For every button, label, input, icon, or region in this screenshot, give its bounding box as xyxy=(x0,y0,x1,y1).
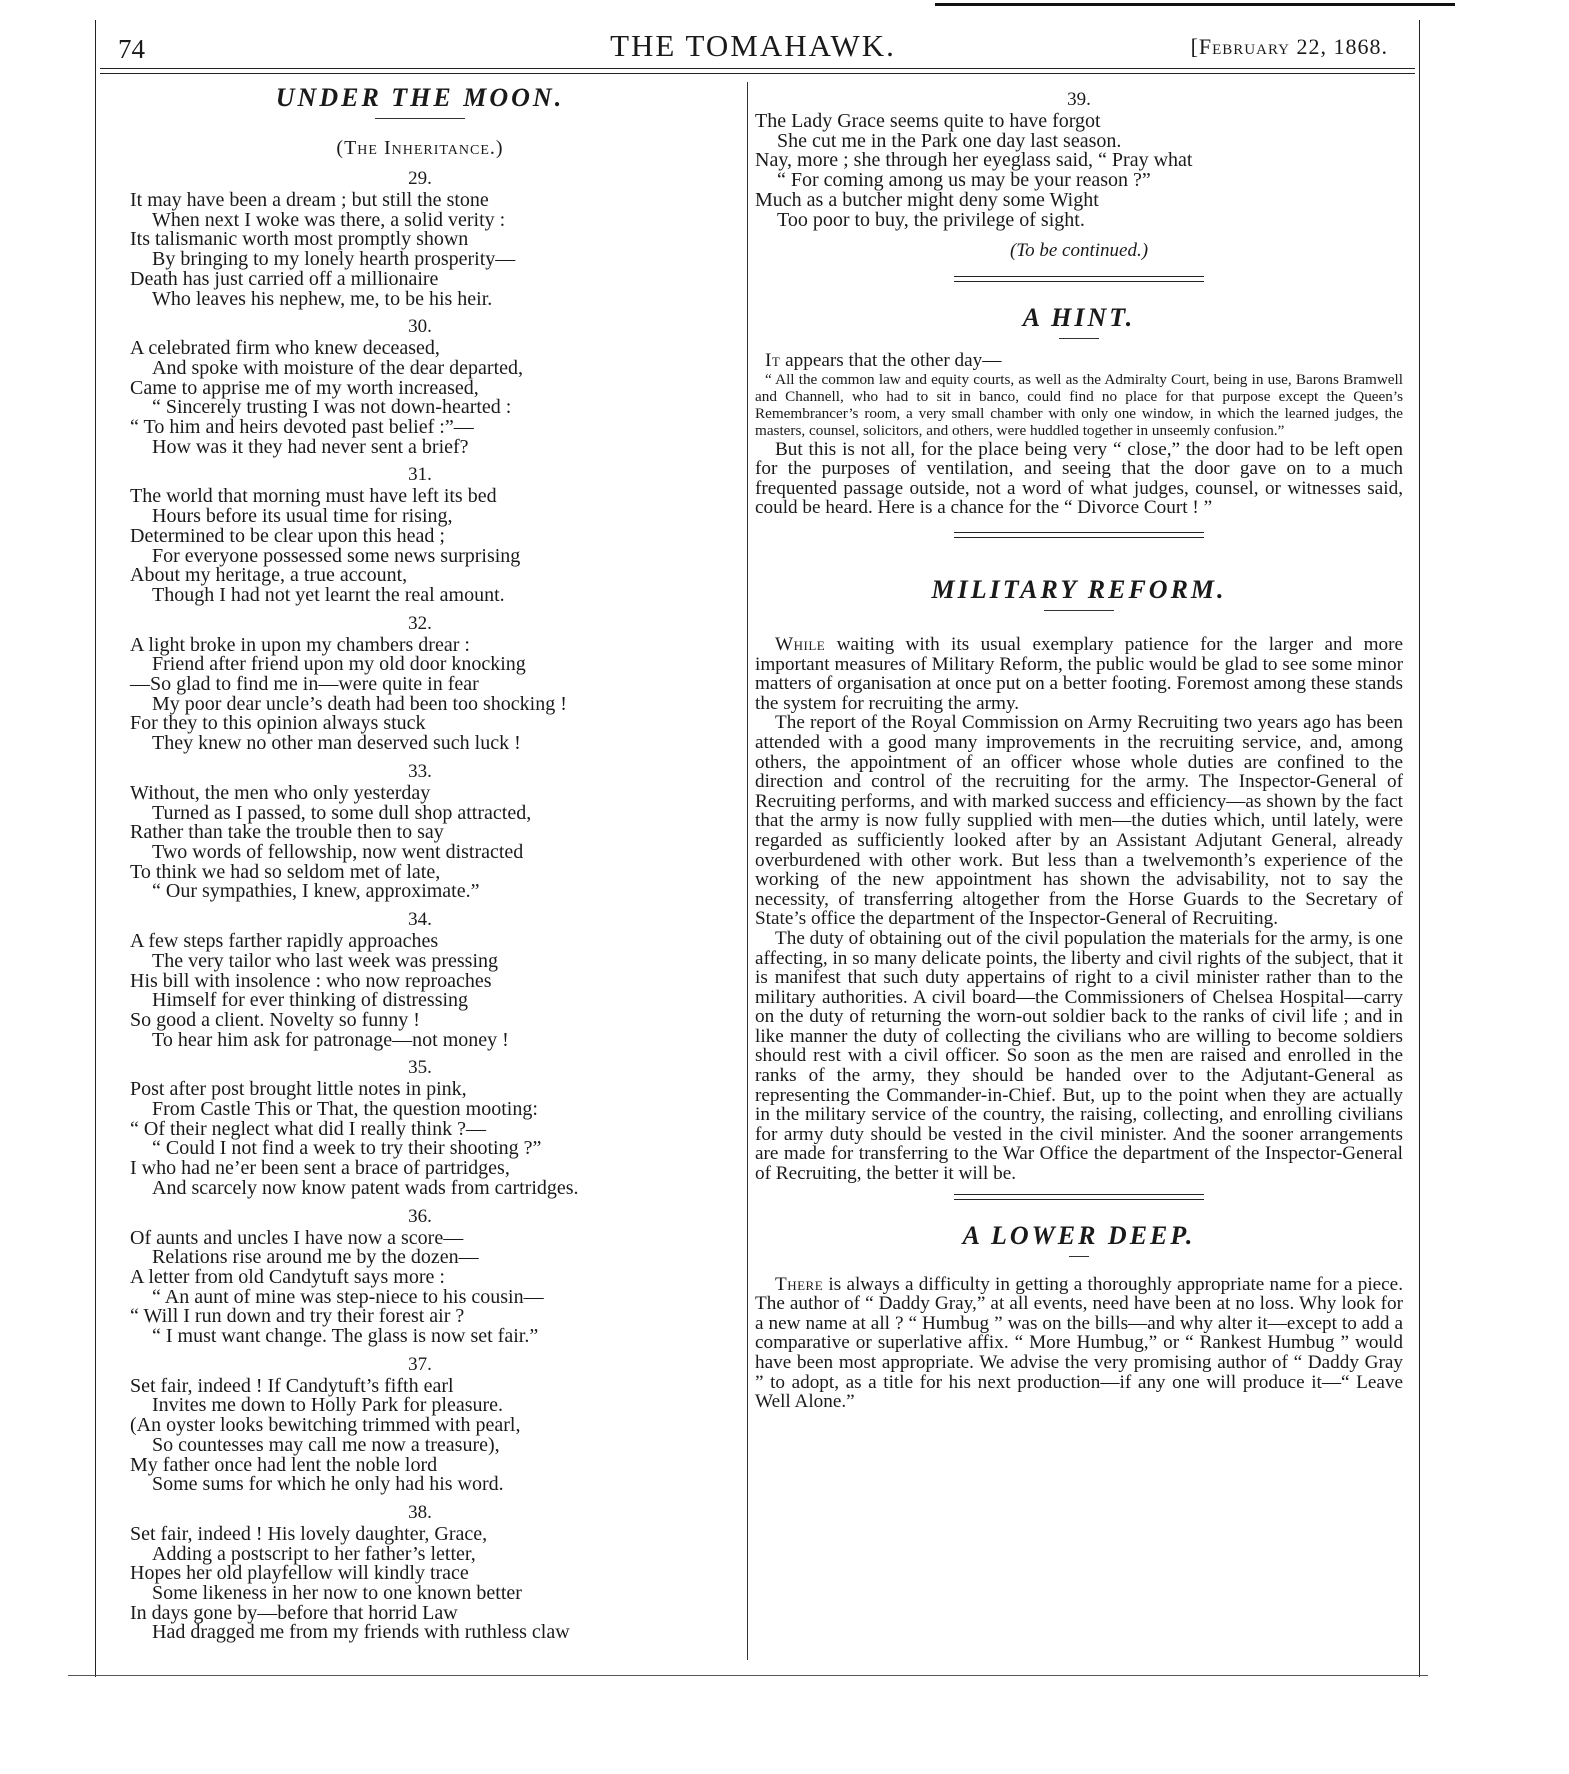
verse-line: Much as a butcher might deny some Wight xyxy=(755,188,1099,211)
column-divider xyxy=(747,82,748,1660)
stanza-number: 31. xyxy=(408,464,432,486)
verse-line: Its talismanic worth most promptly shown xyxy=(130,228,469,251)
verse-line: Death has just carried off a millionaire xyxy=(130,267,439,290)
stanza xyxy=(755,112,1403,230)
verse-line: To think we had so seldom met of late, xyxy=(130,860,441,883)
verse-line: Set fair, indeed ! His lovely daughter, Grace, xyxy=(130,1522,488,1545)
poem-stanzas-continued xyxy=(755,88,1403,230)
verse-line: A letter from old Candytuft says more : xyxy=(130,1265,445,1288)
verse-line: Nay, more ; she through her eyeglass said, “ Pray what xyxy=(755,149,1193,172)
page-header xyxy=(118,28,1388,68)
title-rule xyxy=(375,118,465,119)
stanza xyxy=(130,339,710,457)
verse-line: His bill with insolence : who now reproaches xyxy=(130,969,492,992)
verse-line: About my heritage, a true account, xyxy=(130,564,408,587)
verse-line: My father once had lent the noble lord xyxy=(130,1453,438,1476)
stanza xyxy=(130,1374,710,1496)
verse-line: Invites me down to Holly Park for pleasure. xyxy=(152,1394,504,1417)
verse-line: Rather than take the trouble then to say xyxy=(130,821,444,844)
lower-deep-body xyxy=(755,1275,1403,1412)
verse-line: In days gone by—before that horrid Law xyxy=(130,1601,458,1624)
verse-line: Hours before its usual time for rising, xyxy=(152,505,453,528)
title-rule xyxy=(1059,338,1099,339)
stanza-number: 33. xyxy=(408,760,432,782)
verse-line: Had dragged me from my friends with ruthless claw xyxy=(152,1621,570,1644)
military-p1-text: waiting with its usual exemplary patience for the larger and more important measures of Military Reform, the public would be glad to see some minor matters of organisation at once put on a better footing. Foremost among these stands the system for recruiting the army. xyxy=(755,634,1403,714)
stanza-number: 37. xyxy=(408,1353,432,1375)
verse-line: So good a client. Novelty so funny ! xyxy=(130,1008,420,1031)
section-divider xyxy=(954,1194,1204,1200)
verse-line: It may have been a dream ; but still the stone xyxy=(130,189,489,211)
stanza-number: 35. xyxy=(408,1057,432,1079)
verse-line: Who leaves his nephew, me, to be his heir. xyxy=(152,287,493,310)
lead-word: While xyxy=(775,634,826,655)
verse-line: How was it they had never sent a brief? xyxy=(152,435,469,458)
verse-line: A few steps farther rapidly approaches xyxy=(130,930,439,953)
poem-subtitle: (The Inheritance.) xyxy=(336,137,504,159)
title-rule xyxy=(1069,1256,1089,1257)
stanza xyxy=(130,191,710,309)
stanza xyxy=(130,1522,710,1644)
section-divider xyxy=(954,276,1204,282)
hint-body: But this is not all, for the place being very “ close,” the door had to be left open for the purposes of ventilation, and seeing that the door gave on to a much frequented passage outside, not a word of what judges, counsel, or witnesses said, could be heard. Here is a chance for the “ Divorce Court ! ” xyxy=(755,438,1403,519)
lower-deep-title: A LOWER DEEP. xyxy=(962,1220,1196,1250)
verse-line: Post after post brought little notes in pink, xyxy=(130,1078,467,1101)
verse-line: “ Our sympathies, I knew, approximate.” xyxy=(152,880,480,903)
title-rule xyxy=(1044,610,1114,611)
stanza-number: 32. xyxy=(408,612,432,634)
verse-line: Adding a postscript to her father’s letter, xyxy=(152,1542,476,1565)
military-paragraph xyxy=(755,635,1403,713)
poem-title: UNDER THE MOON. xyxy=(275,83,565,112)
verse-line: “ To him and heirs devoted past belief :”— xyxy=(130,416,474,439)
stanza xyxy=(130,781,710,903)
verse-line: “ Of their neglect what did I really think ?— xyxy=(130,1117,486,1140)
lead-word: It xyxy=(765,350,781,372)
left-column xyxy=(130,82,710,1643)
verse-line: The very tailor who last week was pressing xyxy=(152,949,499,972)
verse-line: My poor dear uncle’s death had been too shocking ! xyxy=(152,692,567,715)
to-be-continued: (To be continued.) xyxy=(1009,240,1149,262)
military-paragraph: The duty of obtaining out of the civil population the materials for the army, is one affecting, in so many delicate points, the liberty and civil rights of the subject, that it is manifest that such duty appertains of right to a civil minister rather than to the military authorities. A civil board—the Commissioners of Chelsea Hospital—carry on the duty of returning the worn-out soldier back to the ranks of civil life ; and in like manner the duty of collecting the civilians who are willing to become soldiers should rest with a civil officer. So soon as the men are raised and enrolled in the ranks of the army, they should be handed over to the Adjutant-General as representing the Commander-in-Chief. But, up to the point when they are actually in the military service of the country, the raising, collecting, and enrolling civilians for army duty should be vested in the civil minister. And the sooner arrangements are made for transferring to the War Office the department of the Inspector-General of Recruiting, the better it will be. xyxy=(755,927,1403,1185)
verse-line: Though I had not yet learnt the real amount. xyxy=(152,583,505,606)
military-paragraph: The report of the Royal Commission on Army Recruiting two years ago has been attended with a good many improvements in the recruiting service, and, among others, the appointment of an officer whose whole duties are confined to the direction and control of the recruiting for the army. The Inspector-General of Recruiting performs, and with marked success and efficiency—as shown by the fact that the army is now fully supplied with men—the duties which, until lately, were regarded as sufficiently looked after by an Assistant Adjutant General, already overburdened with other work. But less than a twelvemonth’s experience of the working of the new appointment has shown the advisability, not to say the necessity, of transferring altogether from the Horse Guards to the Secretary of State’s office the department of the Inspector-General of Recruiting. xyxy=(755,712,1403,930)
verse-line: “ Sincerely trusting I was not down-hearted : xyxy=(152,396,512,419)
verse-line: “ An aunt of mine was step-niece to his cousin— xyxy=(152,1285,544,1308)
verse-line: —So glad to find me in—were quite in fear xyxy=(130,673,479,696)
verse-line: Some likeness in her now to one known better xyxy=(152,1582,522,1605)
verse-line: “ For coming among us may be your reason ?” xyxy=(777,169,1151,192)
verse-line: Without, the men who only yesterday xyxy=(130,781,431,804)
top-corner-rule xyxy=(935,3,1455,6)
verse-line: And scarcely now know patent wads from cartridges. xyxy=(152,1176,579,1199)
verse-line: Set fair, indeed ! If Candytuft’s fifth earl xyxy=(130,1374,454,1397)
hint-quote: “ All the common law and equity courts, as well as the Admiralty Court, being in use, Barons Bramwell and Channell, who had to sit in banco, could find no place for that purpose except the Queen’s Remembrancer’s room, a very small chamber with only one window, in which the learned judges, the masters, counsel, solicitors, and others, were huddled together in unseemly confusion.” xyxy=(755,370,1403,440)
stanza-number: 29. xyxy=(408,168,432,189)
verse-line: And spoke with moisture of the dear departed, xyxy=(152,356,524,379)
issue-date: [February 22, 1868. xyxy=(1190,34,1388,59)
lead-word: There xyxy=(775,1273,824,1295)
verse-line: Himself for ever thinking of distressing xyxy=(152,989,469,1012)
verse-line: For they to this opinion always stuck xyxy=(130,712,426,735)
stanza xyxy=(130,633,710,755)
verse-line: Hopes her old playfellow will kindly trace xyxy=(130,1562,469,1585)
verse-line: They knew no other man deserved such luck ! xyxy=(152,732,521,755)
verse-line: A light broke in upon my chambers drear : xyxy=(130,633,470,656)
verse-line: The world that morning must have left its bed xyxy=(130,485,497,508)
stanza-number: 36. xyxy=(408,1205,432,1227)
footer-rule xyxy=(68,1675,1428,1676)
verse-line: To hear him ask for patronage—not money ! xyxy=(152,1028,509,1051)
military-title: MILITARY REFORM. xyxy=(931,575,1227,604)
stanza-number: 34. xyxy=(408,909,432,931)
verse-line: She cut me in the Park one day last season. xyxy=(777,129,1122,152)
verse-line: Too poor to buy, the privilege of sight. xyxy=(777,208,1085,231)
lower-deep-text: is always a difficulty in getting a thoroughly appropriate name for a piece. The author of “ Daddy Gray,” at all events, need have been at no loss. Why look for a new name at all ? “ Humbug ” was on the bills—and why alter it—except to add a comparative or superlative affix. “ More Humbug,” or “ Rankest Humbug ” would have been most appropriate. We advise the very promising author of “ Daddy Gray ” to adopt, as a title for his next production—if any one will produce it—“ Leave Well Alone.” xyxy=(755,1273,1403,1413)
verse-line: When next I woke was there, a solid verity : xyxy=(152,208,506,231)
hint-title: A HINT. xyxy=(1022,303,1136,333)
stanza xyxy=(130,1226,710,1348)
page-number: 74 xyxy=(118,34,145,64)
stanza-number: 38. xyxy=(408,1501,432,1523)
verse-line: Determined to be clear upon this head ; xyxy=(130,524,445,547)
verse-line: Of aunts and uncles I have now a score— xyxy=(130,1226,464,1249)
poem-stanzas xyxy=(130,167,710,1643)
section-divider xyxy=(954,532,1204,538)
right-column xyxy=(755,82,1403,1412)
verse-line: Came to apprise me of my worth increased, xyxy=(130,376,479,399)
hint-intro xyxy=(755,351,1403,371)
verse-line: “ I must want change. The glass is now set fair.” xyxy=(152,1325,539,1348)
hint-intro-text: appears that the other day— xyxy=(785,350,1002,372)
verse-line: Friend after friend upon my old door knocking xyxy=(152,653,526,676)
verse-line: (An oyster looks bewitching trimmed with pearl, xyxy=(130,1414,521,1437)
verse-line: By bringing to my lonely hearth prosperity— xyxy=(152,248,516,271)
verse-line: “ Could I not find a week to try their shooting ?” xyxy=(152,1137,542,1160)
header-rule xyxy=(100,68,1415,69)
verse-line: Two words of fellowship, now went distracted xyxy=(152,840,524,863)
verse-line: Some sums for which he only had his word. xyxy=(152,1473,504,1496)
stanza-number: 39. xyxy=(1067,89,1091,110)
verse-line: A celebrated firm who knew deceased, xyxy=(130,337,440,360)
verse-line: Relations rise around me by the dozen— xyxy=(152,1246,479,1269)
masthead-title: THE TOMAHAWK. xyxy=(610,28,896,63)
verse-line: From Castle This or That, the question mooting: xyxy=(152,1098,538,1121)
stanza xyxy=(130,932,710,1050)
verse-line: I who had ne’er been sent a brace of partridges, xyxy=(130,1157,510,1180)
stanza-number: 30. xyxy=(408,316,432,338)
header-rule xyxy=(100,73,1415,74)
verse-line: Turned as I passed, to some dull shop attracted, xyxy=(152,801,532,824)
verse-line: So countesses may call me now a treasure), xyxy=(152,1433,500,1456)
stanza xyxy=(130,1080,710,1198)
verse-line: For everyone possessed some news surprising xyxy=(152,544,521,567)
stanza xyxy=(130,487,710,605)
verse-line: The Lady Grace seems quite to have forgot xyxy=(755,110,1101,132)
verse-line: “ Will I run down and try their forest air ? xyxy=(130,1305,465,1328)
